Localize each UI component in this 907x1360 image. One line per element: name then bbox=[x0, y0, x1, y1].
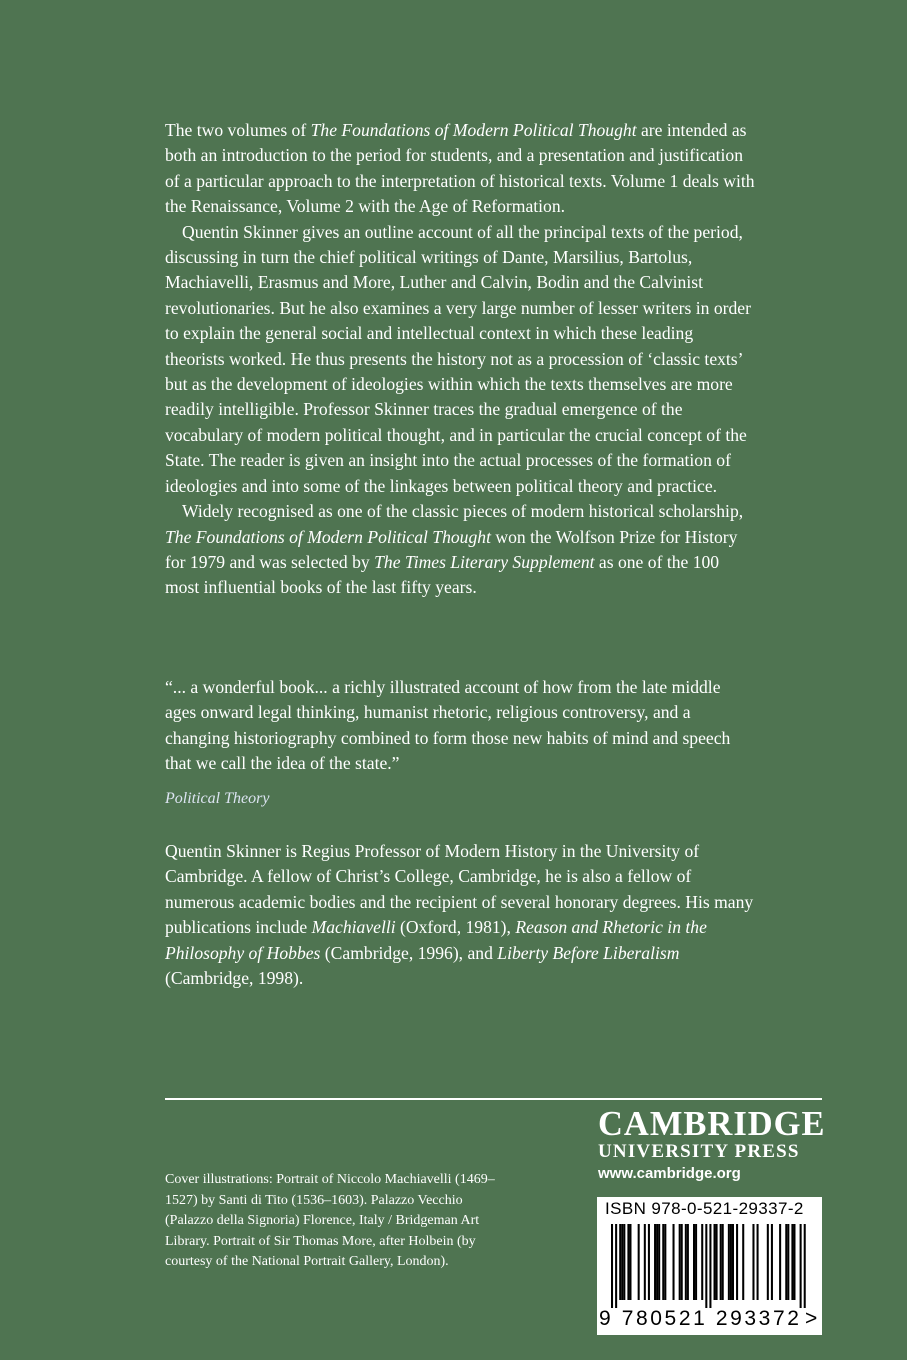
barcode-bar bbox=[621, 1224, 623, 1300]
barcode-bar bbox=[693, 1224, 695, 1300]
barcode-bar bbox=[709, 1224, 711, 1308]
publication-title: The Times Literary Supplement bbox=[374, 551, 595, 572]
barcode-bar bbox=[804, 1224, 806, 1308]
barcode-bar bbox=[785, 1224, 787, 1300]
barcode-bar bbox=[679, 1224, 681, 1300]
barcode-bar bbox=[644, 1224, 646, 1300]
barcode-bar bbox=[705, 1224, 707, 1308]
barcode-bar bbox=[779, 1224, 781, 1300]
barcode-bar bbox=[742, 1224, 744, 1300]
barcode-icon bbox=[607, 1224, 812, 1308]
barcode-bar bbox=[800, 1224, 802, 1308]
cover-credits: Cover illustrations: Portrait of Niccolo Machiavelli (1469–1527) by Santi di Tito (1536–1603). Palazzo Vecchio (Palazzo della Signoria) Florence, Italy / Bridgeman Art Library. Portrait of Sir Thomas More, after Holbein (by courtesy of the National Portrait Gallery, London). bbox=[165, 1172, 495, 1270]
barcode-bar bbox=[627, 1224, 629, 1300]
description-paragraph-3: Widely recognised as one of the classic pieces of modern historical scholarship, The Foundations of Modern Political Thought won the Wolfson Prize for History for 1979 and was selected by The Times Literary Supplement as one of the 100 most influential books of the last fifty years. bbox=[165, 501, 744, 598]
barcode-bar bbox=[787, 1224, 789, 1300]
publisher-url: www.cambridge.org bbox=[598, 1165, 741, 1182]
barcode-bar bbox=[791, 1224, 793, 1300]
barcode-bar bbox=[716, 1224, 718, 1300]
description-paragraph-1: The two volumes of The Foundations of Modern Political Thought are intended as both an introduction to the period for students, and a presentation and justification of a particular approach to the interpretation of historical texts. Volume 1 deals with the Renaissance, Volume 2 with the Age of Reformation. bbox=[165, 120, 755, 217]
barcode-bar bbox=[752, 1224, 754, 1300]
barcode-panel bbox=[597, 1197, 822, 1335]
barcode-bar bbox=[662, 1224, 664, 1300]
barcode-bar bbox=[611, 1224, 613, 1308]
barcode-bar bbox=[673, 1224, 675, 1300]
barcode-bar bbox=[623, 1224, 625, 1300]
barcode-bar bbox=[619, 1224, 621, 1300]
barcode-bar bbox=[767, 1224, 769, 1300]
divider-line bbox=[165, 1098, 822, 1100]
barcode-bar bbox=[732, 1224, 734, 1300]
book-title: The Foundations of Modern Political Thought bbox=[165, 526, 491, 547]
barcode-bar bbox=[629, 1224, 631, 1300]
barcode-bar bbox=[656, 1224, 658, 1300]
barcode-bar bbox=[714, 1224, 716, 1300]
barcode-bar bbox=[793, 1224, 795, 1300]
review-quote: “... a wonderful book... a richly illustrated account of how from the late middle ages onward legal thinking, humanist rhetoric, religious controversy, and a changing historiography combined to form those new habits of mind and speech that we call the idea of the state.” bbox=[165, 677, 731, 774]
barcode-bar bbox=[730, 1224, 732, 1300]
author-bio: Quentin Skinner is Regius Professor of Modern History in the University of Cambridge. A fellow of Christ’s College, Cambridge, he is also a fellow of numerous academic bodies and the recipient of several honorary degrees. His many publications include Machiavelli (Oxford, 1981), Reason and Rhetoric in the Philosophy of Hobbes (Cambridge, 1996), and Liberty Before Liberalism (Cambridge, 1998). bbox=[165, 841, 754, 989]
review-source: Political Theory bbox=[165, 790, 270, 807]
barcode-bar bbox=[757, 1224, 759, 1300]
barcode-bar bbox=[695, 1224, 697, 1300]
barcode-bar bbox=[687, 1224, 689, 1300]
barcode-bar bbox=[720, 1224, 722, 1300]
barcode-bar bbox=[722, 1224, 724, 1300]
book-description bbox=[165, 118, 755, 601]
barcode-bar bbox=[736, 1224, 738, 1300]
barcode-bar bbox=[701, 1224, 703, 1300]
publisher-name: CAMBRIDGE bbox=[598, 1105, 826, 1143]
barcode-bar bbox=[638, 1224, 640, 1300]
publisher-logo bbox=[598, 1106, 824, 1184]
isbn-label: ISBN 978-0-521-29337-2 bbox=[605, 1199, 804, 1218]
barcode-bar bbox=[615, 1224, 617, 1308]
barcode-bar bbox=[771, 1224, 773, 1300]
barcode-digits: 9 780521 293372 > bbox=[599, 1307, 818, 1330]
book-title: The Foundations of Modern Political Thought bbox=[310, 120, 637, 140]
barcode-bar bbox=[664, 1224, 666, 1300]
barcode-bar bbox=[681, 1224, 683, 1300]
barcode-bar bbox=[658, 1224, 660, 1300]
barcode-bar bbox=[728, 1224, 730, 1300]
publisher-subtitle: UNIVERSITY PRESS bbox=[598, 1141, 800, 1162]
barcode-bar bbox=[654, 1224, 656, 1300]
barcode-bar bbox=[648, 1224, 650, 1300]
barcode-bar bbox=[685, 1224, 687, 1300]
description-paragraph-2: Quentin Skinner gives an outline account of all the principal texts of the period, discussing in turn the chief political writings of Dante, Marsilius, Bartolus, Machiavelli, Erasmus and More, Luther and Calvin, Bodin and the Calvinist revolutionaries. But he also examines a very large number of lesser writers in order to explain the general social and intellectual context in which these leading theorists worked. He thus presents the history not as a procession of ‘classic texts’ but as the development of ideologies within which the texts themselves are more readily intelligible. Professor Skinner traces the gradual emergence of the vocabulary of modern political thought, and in particular the crucial concept of the State. The reader is given an insight into the actual processes of the formation of ideologies and into some of the linkages between political theory and practice. bbox=[165, 221, 751, 496]
